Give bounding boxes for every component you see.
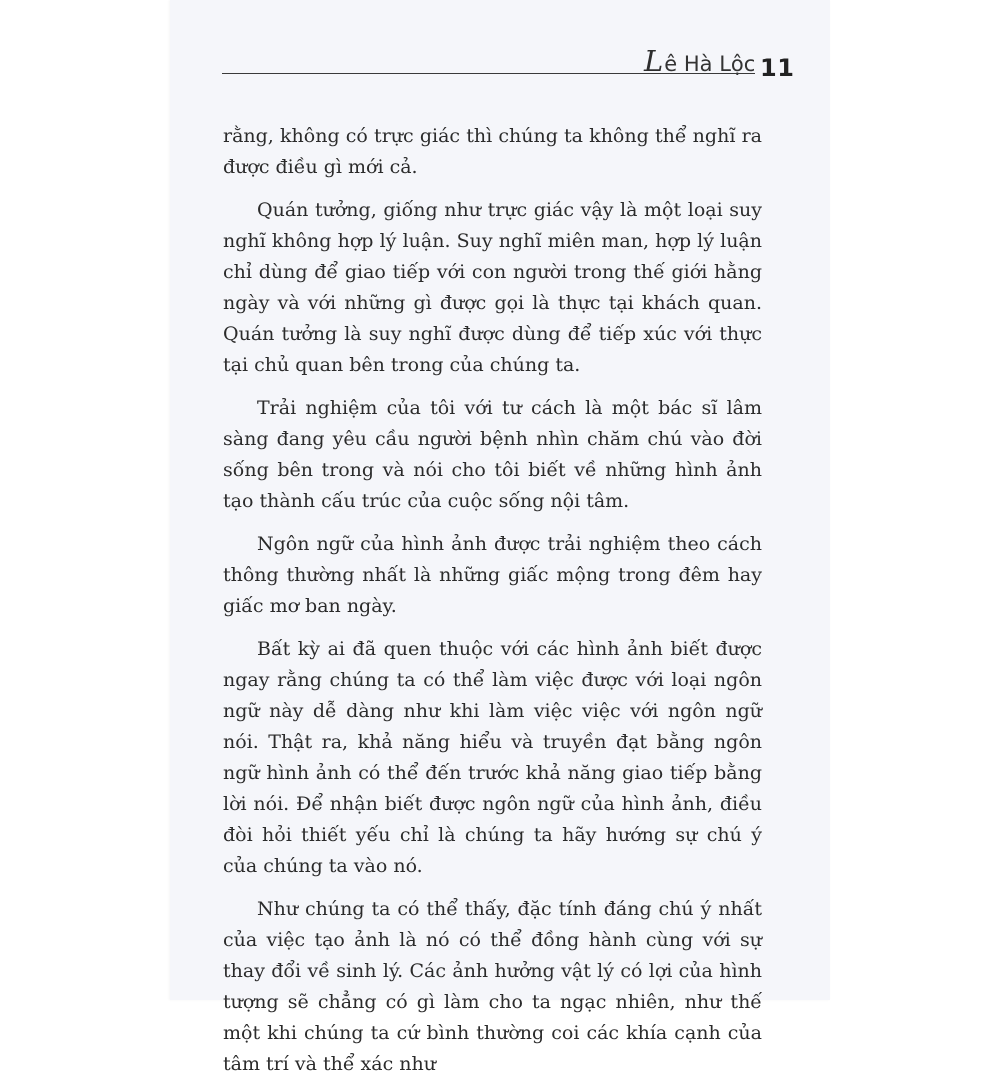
page-number: 11 [760, 54, 795, 82]
header-divider [222, 73, 755, 74]
paragraph-6: Như chúng ta có thể thấy, đặc tính đáng chú ý nhất của việc tạo ảnh là nó có thể đồng hành cùng với sự thay đổi về sinh lý. Các ảnh hưởng vật lý có lợi của hình tượng sẽ chẳng có gì làm cho ta ngạc nhiên, như thế một khi chúng ta cứ bình thường coi các khía cạnh của tâm trí và thể xác như [223, 898, 762, 1075]
author-initial: L [644, 44, 664, 78]
paragraph-4: Ngôn ngữ của hình ảnh được trải nghiệm theo cách thông thường nhất là những giấc mộng trong đêm hay giấc mơ ban ngày. [223, 533, 762, 617]
paragraph-2: Quán tưởng, giống như trực giác vậy là một loại suy nghĩ không hợp lý luận. Suy nghĩ miên man, hợp lý luận chỉ dùng để giao tiếp với con người trong thế giới hằng ngày và với những gì được gọi là thực tại khách quan. Quán tưởng là suy nghĩ được dùng để tiếp xúc với thực tại chủ quan bên trong của chúng ta. [223, 199, 762, 376]
paragraph-5: Bất kỳ ai đã quen thuộc với các hình ảnh biết được ngay rằng chúng ta có thể làm việc được với loại ngôn ngữ này dễ dàng như khi làm việc việc với ngôn ngữ nói. Thật ra, khả năng hiểu và truyền đạt bằng ngôn ngữ hình ảnh có thể đến trước khả năng giao tiếp bằng lời nói. Để nhận biết được ngôn ngữ của hình ảnh, điều đòi hỏi thiết yếu chỉ là chúng ta hãy hướng sự chú ý của chúng ta vào nó. [223, 638, 762, 877]
paragraph-1: rằng, không có trực giác thì chúng ta không thể nghĩ ra được điều gì mới cả. [223, 125, 762, 178]
author-name-rest: ê Hà Lộc [664, 52, 756, 76]
body-text [223, 121, 762, 1092]
book-page [170, 0, 830, 1075]
paragraph-3: Trải nghiệm của tôi với tư cách là một bác sĩ lâm sàng đang yêu cầu người bệnh nhìn chăm chú vào đời sống bên trong và nói cho tôi biết về những hình ảnh tạo thành cấu trúc của cuộc sống nội tâm. [223, 397, 762, 512]
